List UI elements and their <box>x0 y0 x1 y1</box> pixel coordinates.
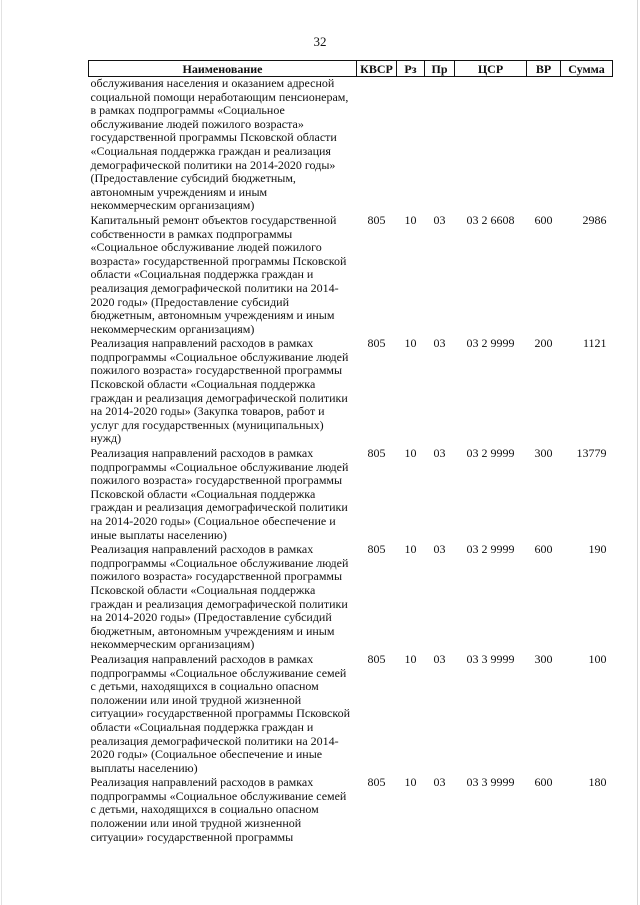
row-name: Капитальный ремонт объектов государственной собственности в рамках подпрограммы «Социальное обслуживание людей пожилого возраста» государственной программы Псковской области «Социальная поддержка граждан и реализация демографической политики на 2014-2020 годы» (Предоставление субсидий бюджетным, автономным учреждениям и иным некоммерческим организациям) <box>90 212 347 336</box>
row-csr: 03 2 9999 <box>466 336 515 351</box>
header-csr: ЦСР <box>455 61 527 77</box>
row-csr: 03 2 9999 <box>466 446 515 461</box>
row-kvsr: 805 <box>367 542 386 557</box>
row-kvsr: 805 <box>367 336 386 351</box>
row-sum: 180 <box>588 775 607 790</box>
header-vr: ВР <box>527 61 561 77</box>
row-csr <box>455 77 527 213</box>
row-name: обслуживания населения и оказанием адресной социальной помощи неработающим пенсионерам, в рамках подпрограммы «Социальное обслуживание людей пожилого возраста» государственной программы Псковской области «Социальная поддержка граждан и реализация демографической политики на 2014-2020 годы» (Предоставление субсидий бюджетным, автономным учреждениям и иным некоммерческим организациям) <box>90 76 349 213</box>
table-row <box>89 775 613 844</box>
row-rz <box>397 77 425 213</box>
header-rz: Рз <box>397 61 425 77</box>
row-pr: 03 <box>433 336 446 351</box>
row-name: Реализация направлений расходов в рамках подпрограммы «Социальное обслуживание людей пожилого возраста» государственной программы Псковской области «Социальная поддержка граждан и реализация демографической политики на 2014-2020 годы» (Предоставление субсидий бюджетным, автономным учреждениям и иным некоммерческим организациям) <box>90 542 349 652</box>
table-row <box>89 446 613 542</box>
page-right-edge <box>637 0 638 905</box>
table-row <box>89 542 613 652</box>
row-vr: 600 <box>534 542 553 557</box>
row-vr: 300 <box>534 446 553 461</box>
header-sum: Сумма <box>561 61 613 77</box>
header-name: Наименование <box>89 61 357 77</box>
row-name: Реализация направлений расходов в рамках подпрограммы «Социальное обслуживание семей с детьми, находящихся в социально опасном положении или иной трудной жизненной ситуации» государственной программы <box>90 775 347 844</box>
row-csr: 03 2 9999 <box>466 542 515 557</box>
row-sum: 13779 <box>576 446 607 461</box>
row-kvsr: 805 <box>367 446 386 461</box>
row-vr: 300 <box>534 651 553 666</box>
row-pr: 03 <box>433 542 446 557</box>
table-row <box>89 652 613 775</box>
row-rz: 10 <box>404 336 417 351</box>
row-kvsr <box>357 77 397 213</box>
row-sum: 1121 <box>582 336 607 351</box>
header-kvsr: КВСР <box>357 61 397 77</box>
row-pr: 03 <box>433 446 446 461</box>
row-vr: 200 <box>534 336 553 351</box>
page-left-edge <box>1 0 2 905</box>
row-vr: 600 <box>534 212 553 227</box>
row-pr: 03 <box>433 651 446 666</box>
row-sum <box>561 77 613 213</box>
row-csr: 03 3 9999 <box>466 775 515 790</box>
table-row <box>89 213 613 336</box>
row-rz: 10 <box>404 542 417 557</box>
row-rz: 10 <box>404 651 417 666</box>
row-vr <box>527 77 561 213</box>
row-pr <box>425 77 455 213</box>
table-header-row <box>89 61 613 77</box>
row-rz: 10 <box>404 775 417 790</box>
row-sum: 100 <box>588 651 607 666</box>
row-vr: 600 <box>534 775 553 790</box>
row-kvsr: 805 <box>367 212 386 227</box>
budget-table <box>88 60 613 844</box>
row-name: Реализация направлений расходов в рамках подпрограммы «Социальное обслуживание людей пожилого возраста» государственной программы Псковской области «Социальная поддержка граждан и реализация демографической политики на 2014-2020 годы» (Социальное обеспечение и иные выплаты населению) <box>90 446 349 542</box>
row-kvsr: 805 <box>367 651 386 666</box>
table-row <box>89 336 613 446</box>
row-kvsr: 805 <box>367 775 386 790</box>
row-name: Реализация направлений расходов в рамках подпрограммы «Социальное обслуживание семей с детьми, находящихся в социально опасном положении или иной трудной жизненной ситуации» государственной программы Псковской области «Социальная поддержка граждан и реализация демографической политики на 2014-2020 годы» (Социальное обеспечение и иные выплаты населению) <box>90 651 350 775</box>
header-pr: Пр <box>425 61 455 77</box>
row-sum: 190 <box>588 542 607 557</box>
row-rz: 10 <box>404 446 417 461</box>
row-name: Реализация направлений расходов в рамках подпрограммы «Социальное обслуживание людей пожилого возраста» государственной программы Псковской области «Социальная поддержка граждан и реализация демографической политики на 2014-2020 годы» (Закупка товаров, работ и услуг для государственных (муниципальных) нужд) <box>90 336 349 446</box>
table-row <box>89 77 613 213</box>
row-csr: 03 2 6608 <box>466 212 515 227</box>
row-pr: 03 <box>433 212 446 227</box>
row-rz: 10 <box>404 212 417 227</box>
page-number: 32 <box>313 34 327 49</box>
row-csr: 03 3 9999 <box>466 651 515 666</box>
row-pr: 03 <box>433 775 446 790</box>
row-sum: 2986 <box>582 212 607 227</box>
